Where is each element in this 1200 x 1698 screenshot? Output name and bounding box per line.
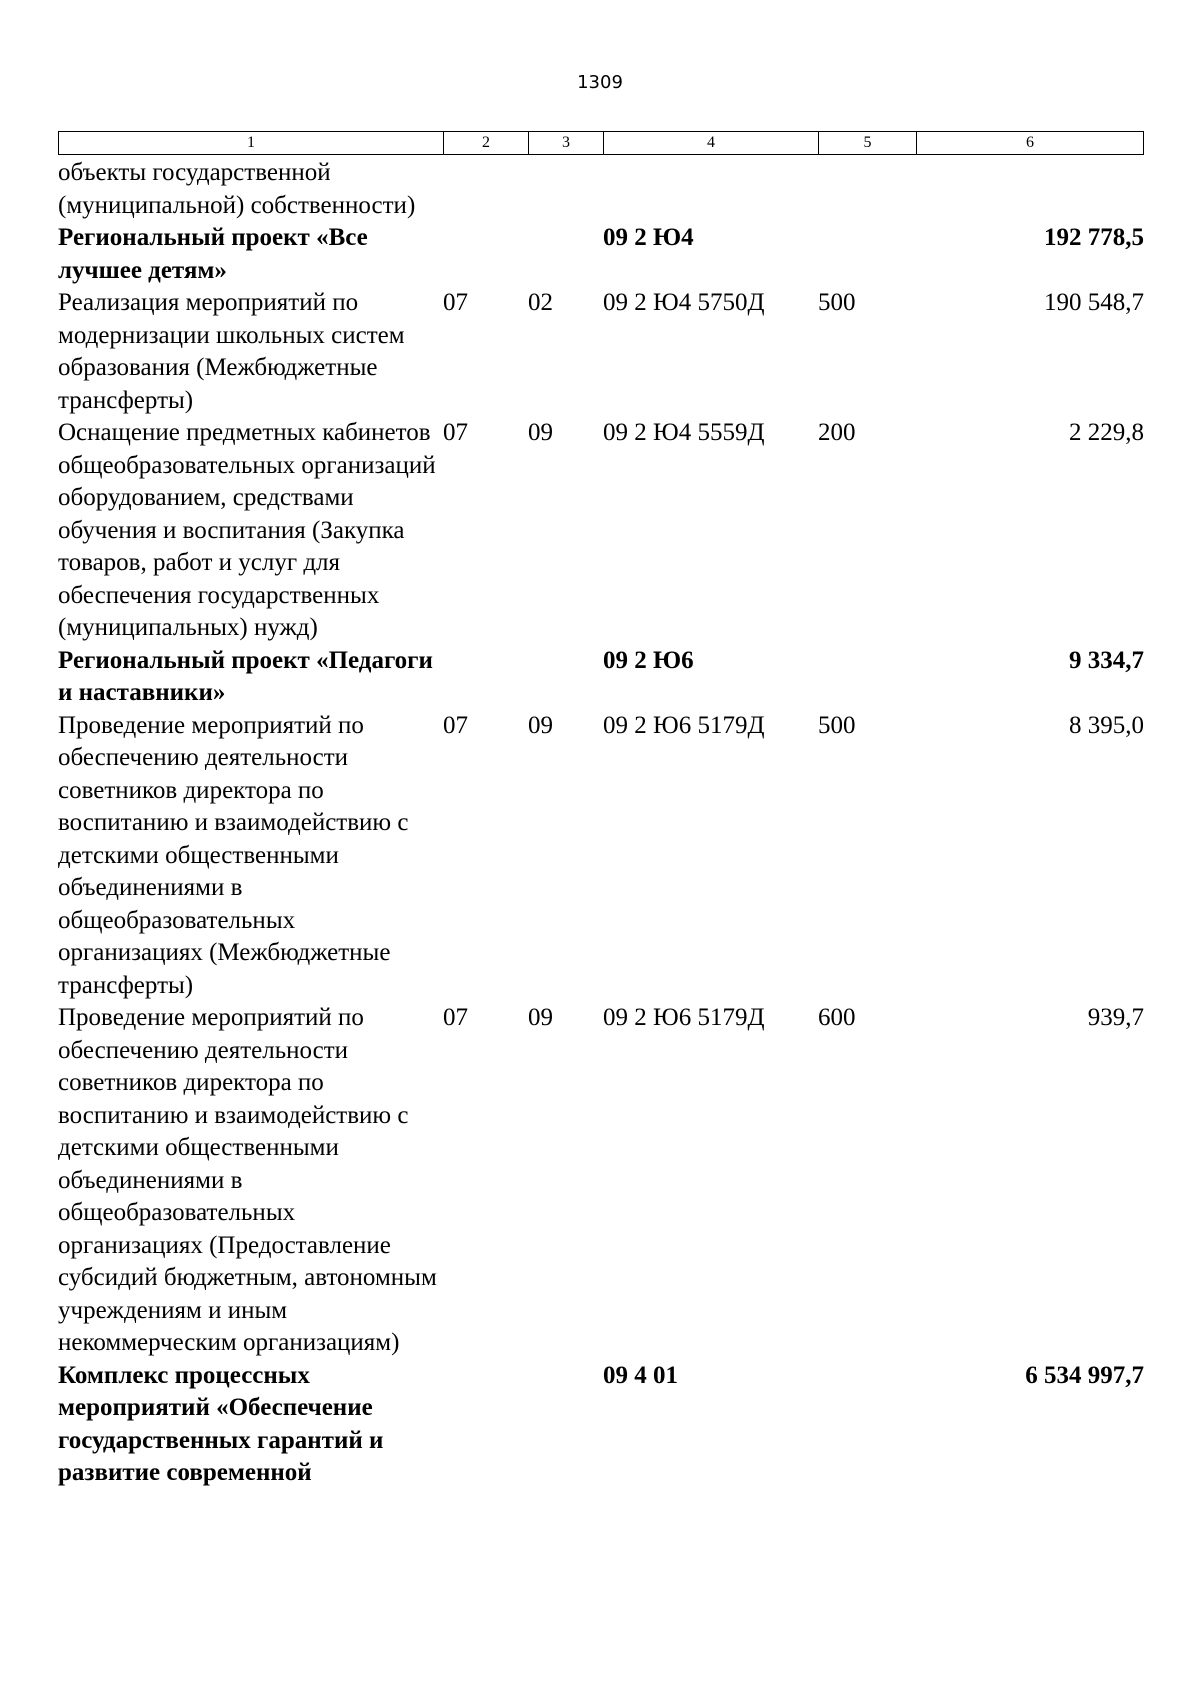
row-rz: 07 bbox=[443, 289, 468, 316]
page-number: 1309 bbox=[577, 72, 623, 93]
header-col-4: 4 bbox=[604, 132, 819, 154]
row-vr: 200 bbox=[818, 419, 856, 446]
row-csr: 09 2 Ю6 bbox=[603, 646, 694, 674]
table-row bbox=[58, 710, 1144, 1003]
row-vr: 600 bbox=[818, 1004, 856, 1031]
row-rz: 07 bbox=[443, 711, 468, 739]
row-name: Проведение мероприятий по обеспечению деятельности советников директора по воспитанию и взаимодействию с детскими общественными объединениями в общеобразовательных организациях (Межбюджетные трансферты) bbox=[58, 711, 409, 999]
table-row bbox=[58, 1360, 1144, 1490]
table-row bbox=[58, 1002, 1144, 1360]
row-rz: 07 bbox=[443, 1004, 468, 1031]
row-csr: 09 2 Ю4 bbox=[603, 224, 694, 251]
header-col-1: 1 bbox=[59, 132, 444, 154]
row-name: объекты государственной (муниципальной) собственности) bbox=[58, 159, 416, 219]
table-row bbox=[58, 287, 1144, 417]
row-pr: 09 bbox=[528, 419, 553, 446]
header-col-2: 2 bbox=[444, 132, 529, 154]
row-sum: 192 778,5 bbox=[1044, 224, 1144, 251]
table-row bbox=[58, 157, 1144, 222]
row-sum: 939,7 bbox=[1087, 1004, 1144, 1031]
row-csr: 09 4 01 bbox=[603, 1361, 678, 1389]
row-vr: 500 bbox=[818, 289, 856, 316]
row-rz: 07 bbox=[443, 419, 468, 446]
row-pr: 09 bbox=[528, 711, 553, 739]
table-row bbox=[58, 417, 1144, 645]
row-name: Региональный проект «Педагоги и наставники» bbox=[58, 646, 433, 706]
row-sum: 2 229,8 bbox=[1069, 419, 1144, 446]
row-name: Комплекс процессных мероприятий «Обеспечение государственных гарантий и развитие современной bbox=[58, 1361, 384, 1486]
budget-table bbox=[58, 157, 1144, 1490]
header-col-5: 5 bbox=[819, 132, 917, 154]
row-csr: 09 2 Ю4 5559Д bbox=[603, 419, 765, 446]
row-name: Реализация мероприятий по модернизации школьных систем образования (Межбюджетные трансферты) bbox=[58, 289, 405, 414]
row-pr: 09 bbox=[528, 1004, 553, 1031]
row-sum: 8 395,0 bbox=[1069, 711, 1144, 739]
row-sum: 6 534 997,7 bbox=[1025, 1361, 1144, 1389]
row-csr: 09 2 Ю6 5179Д bbox=[603, 1004, 765, 1031]
row-name: Проведение мероприятий по обеспечению деятельности советников директора по воспитанию и взаимодействию с детскими общественными объединениями в общеобразовательных организациях (Предоставление субсидий бюджетным, автономным учреждениям и иным некоммерческим организациям) bbox=[58, 1004, 437, 1356]
row-vr: 500 bbox=[818, 711, 856, 739]
row-sum: 9 334,7 bbox=[1069, 646, 1144, 674]
table-row bbox=[58, 645, 1144, 710]
row-csr: 09 2 Ю4 5750Д bbox=[603, 289, 765, 316]
header-col-3: 3 bbox=[529, 132, 604, 154]
table-row bbox=[58, 222, 1144, 287]
table-header bbox=[58, 131, 1144, 155]
row-pr: 02 bbox=[528, 289, 553, 316]
header-col-6: 6 bbox=[1026, 134, 1034, 151]
row-name: Оснащение предметных кабинетов общеобразовательных организаций оборудованием, средствами обучения и воспитания (Закупка товаров, работ и услуг для обеспечения государственных (муниципальных) нужд) bbox=[58, 419, 436, 641]
row-name: Региональный проект «Все лучшее детям» bbox=[58, 224, 368, 284]
row-sum: 190 548,7 bbox=[1044, 289, 1144, 316]
row-csr: 09 2 Ю6 5179Д bbox=[603, 711, 765, 739]
